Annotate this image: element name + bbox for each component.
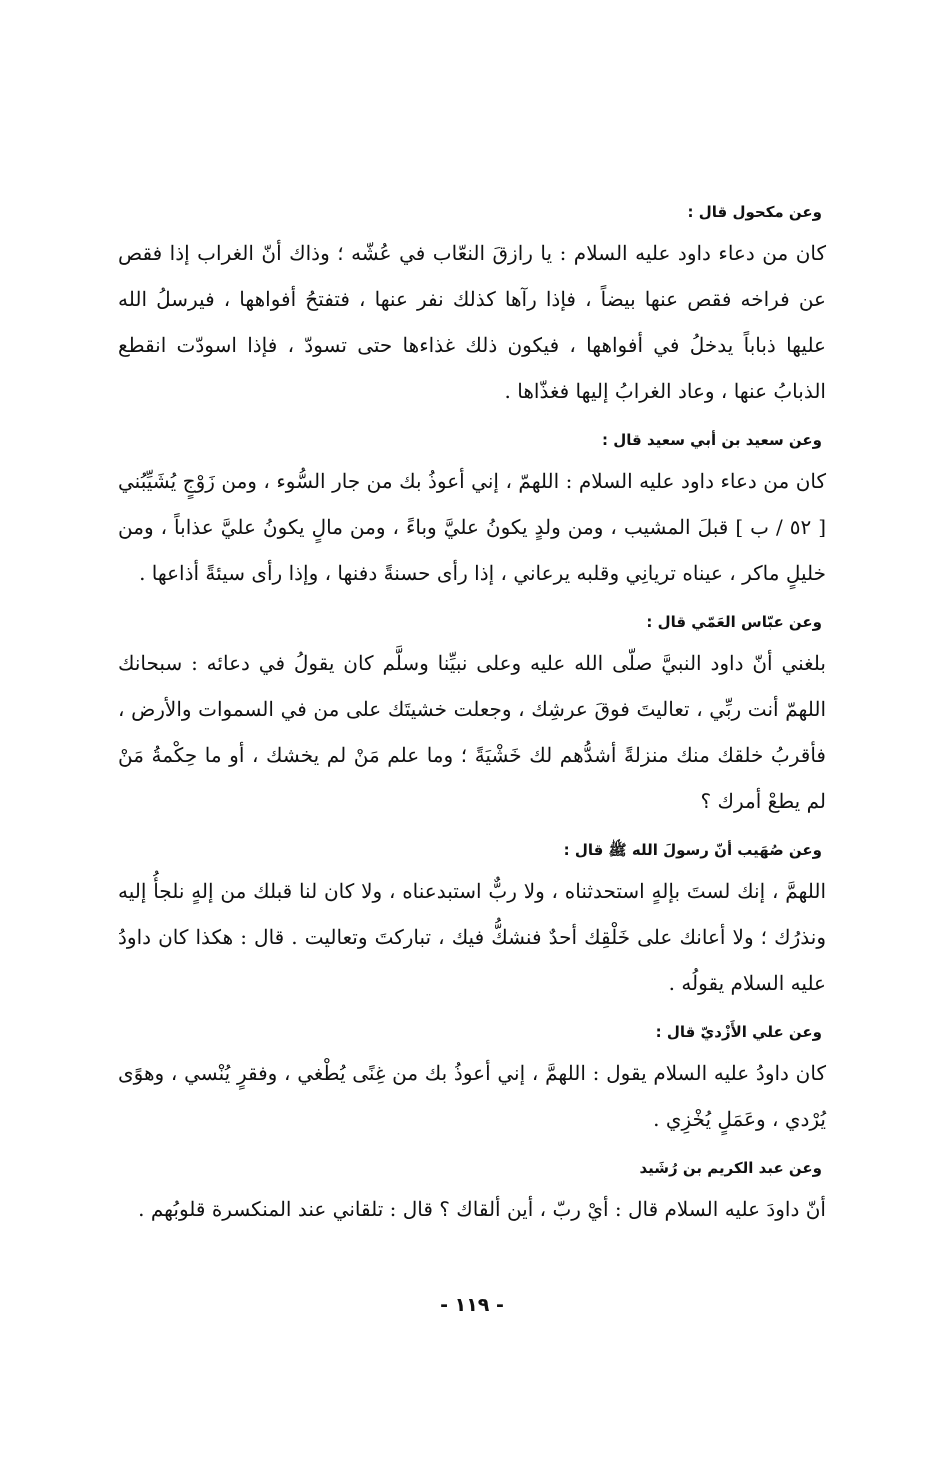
section-suhayb bbox=[118, 838, 826, 1006]
section-heading: وعن عبد الكريم بن رُشَيد bbox=[639, 1159, 822, 1177]
page-content bbox=[118, 200, 826, 1348]
section-said bbox=[118, 428, 826, 596]
section-body: كان من دعاء داود عليه السلام : يا رازقَ النعّاب في عُشّه ؛ وذاك أنّ الغراب إذا فقص عن فراخه فقص عنها بيضاً ، فإذا رآها كذلك نفر عنها ، فتفتحُ أفواهها ، فيرسلُ الله عليها ذباباً يدخلُ في أفواهها ، فيكون ذلك غذاءها حتى تسودّ ، فإذا اسودّت انقطع الذبابُ عنها ، وعاد الغرابُ إليها فغذّاها . bbox=[118, 241, 826, 403]
section-heading: وعن مكحول قال : bbox=[687, 203, 822, 221]
section-body: كان من دعاء داود عليه السلام : اللهمّ ، إني أعوذُ بك من جار السُّوء ، ومن زَوْجٍ يُشَيِّبُني [ ٥٢ / ب ] قبلَ المشيب ، ومن ولدٍ يكونُ عليَّ وباءً ، ومن مالٍ يكونُ عليَّ عذاباً ، ومن خليلٍ ماكر ، عيناه تريانِي وقلبه يرعاني ، إذا رأى حسنةً دفنها ، وإذا رأى سيئةً أذاعها . bbox=[118, 469, 826, 585]
section-azdi bbox=[118, 1020, 826, 1142]
section-makhul bbox=[118, 200, 826, 414]
section-heading: وعن علي الأَزْديّ قال : bbox=[655, 1023, 822, 1041]
section-body: كان داودُ عليه السلام يقول : اللهمَّ ، إني أعوذُ بك من غِنًى يُطْغي ، وفقرٍ يُنْسي ، وهوًى يُرْدي ، وعَمَلٍ يُخْزِي . bbox=[118, 1061, 826, 1131]
section-body: اللهمَّ ، إنك لستَ بإلهٍ استحدثناه ، ولا ربٌّ استبدعناه ، ولا كان لنا قبلك من إلهٍ نلجأُ إليه ونذرُك ؛ ولا أعانك على خَلْقِك أحدٌ فنشكُّ فيك ، تباركتَ وتعاليت . قال : هكذا كان داودُ عليه السلام يقولُه . bbox=[118, 879, 826, 995]
section-heading: وعن عبّاس العَمّي قال : bbox=[646, 613, 822, 631]
section-body: بلغني أنّ داود النبيَّ صلّى الله عليه وعلى نبيِّنا وسلَّم كان يقولُ في دعائه : سبحانك اللهمّ أنت ربِّي ، تعاليتَ فوقَ عرشِك ، وجعلت خشيتَك على من في السموات والأرض ، فأقربُ خلقك منك منزلةً أشدُّهم لك خَشْيَةً ؛ وما علم مَنْ لم يخشك ، أو ما حِكْمةُ مَنْ لم يطعْ أمرك ؟ bbox=[118, 651, 826, 813]
section-heading: وعن صُهَيب أنّ رسولَ الله ﷺ قال : bbox=[563, 841, 822, 859]
section-abd-alkarim bbox=[118, 1156, 826, 1232]
page-number: - ١١٩ - bbox=[440, 1294, 504, 1316]
section-body: أنّ داودَ عليه السلام قال : أيْ ربّ ، أين ألقاك ؟ قال : تلقاني عند المنكسرة قلوبُهم . bbox=[138, 1197, 826, 1221]
section-abbas bbox=[118, 610, 826, 824]
section-heading: وعن سعيد بن أبي سعيد قال : bbox=[602, 431, 822, 449]
